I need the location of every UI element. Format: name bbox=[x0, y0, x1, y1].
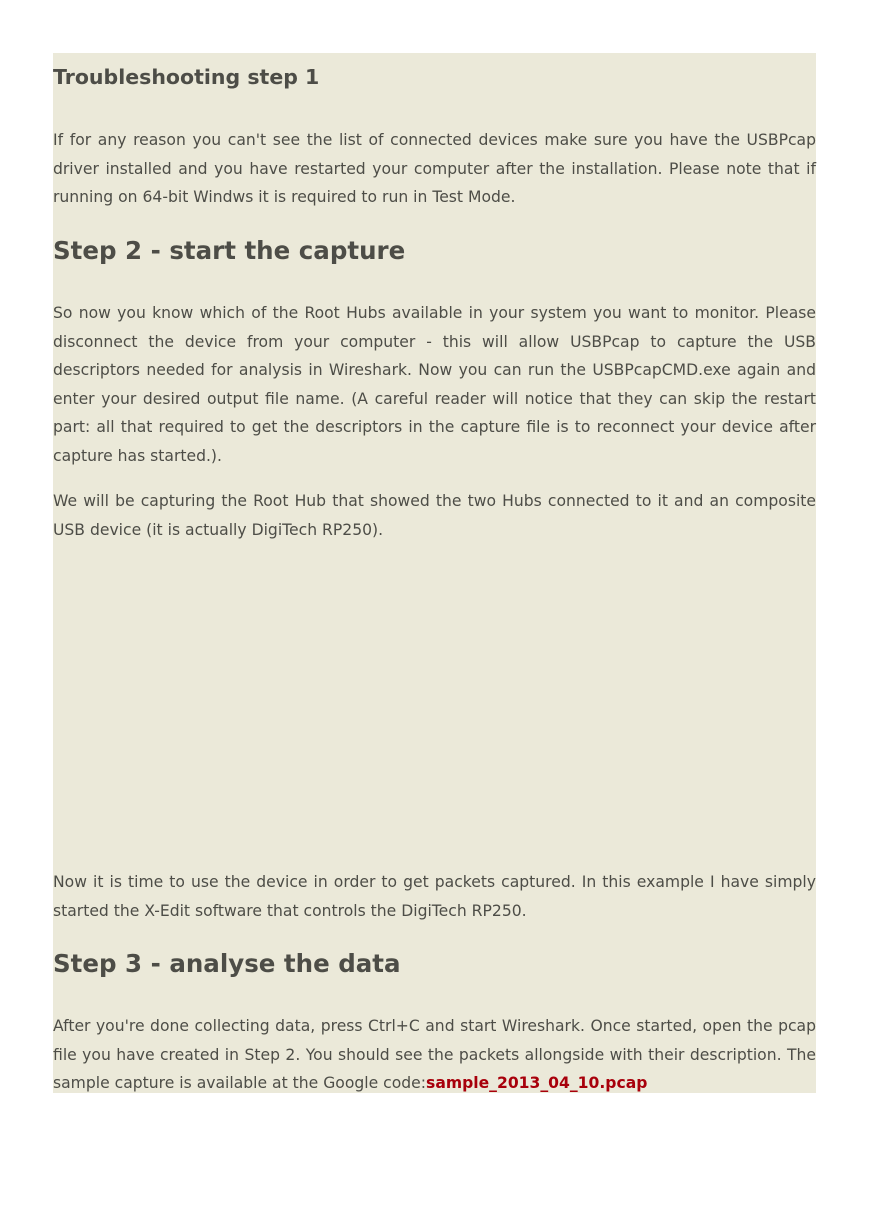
sample-capture-link[interactable]: sample_2013_04_10.pcap bbox=[426, 1074, 648, 1092]
article-content bbox=[53, 53, 816, 1093]
step2-paragraph-1: So now you know which of the Root Hubs available in your system you want to monitor. Please disconnect the device from your computer - this will allow USBPcap to capture the USB descriptors needed for analysis in Wireshark. Now you can run the USBPcapCMD.exe again and enter your desired output file name. (A careful reader will notice that they can skip the restart part: all that required to get the descriptors in the capture file is to reconnect your device after capture has started.). bbox=[53, 304, 816, 465]
step3-text: After you're done collecting data, press Ctrl+C and start Wireshark. Once started, open the pcap file you have created in Step 2. You should see the packets allongside with their description. The sample capture is available at the Google code: bbox=[53, 1017, 816, 1092]
troubleshooting-paragraph: If for any reason you can't see the list of connected devices make sure you have the USBPcap driver installed and you have restarted your computer after the installation. Please note that if running on 64-bit Windws it is required to run in Test Mode. bbox=[53, 131, 816, 206]
step2-paragraph-2: We will be capturing the Root Hub that showed the two Hubs connected to it and an composite USB device (it is actually DigiTech RP250). bbox=[53, 492, 816, 539]
step2-heading: Step 2 - start the capture bbox=[53, 236, 406, 265]
troubleshooting-heading: Troubleshooting step 1 bbox=[53, 65, 320, 89]
screenshot-image-area bbox=[53, 558, 816, 863]
step3-heading: Step 3 - analyse the data bbox=[53, 949, 401, 978]
step3-paragraph bbox=[53, 1012, 816, 1098]
step2-paragraph-3: Now it is time to use the device in order to get packets captured. In this example I have simply started the X-Edit software that controls the DigiTech RP250. bbox=[53, 873, 816, 920]
